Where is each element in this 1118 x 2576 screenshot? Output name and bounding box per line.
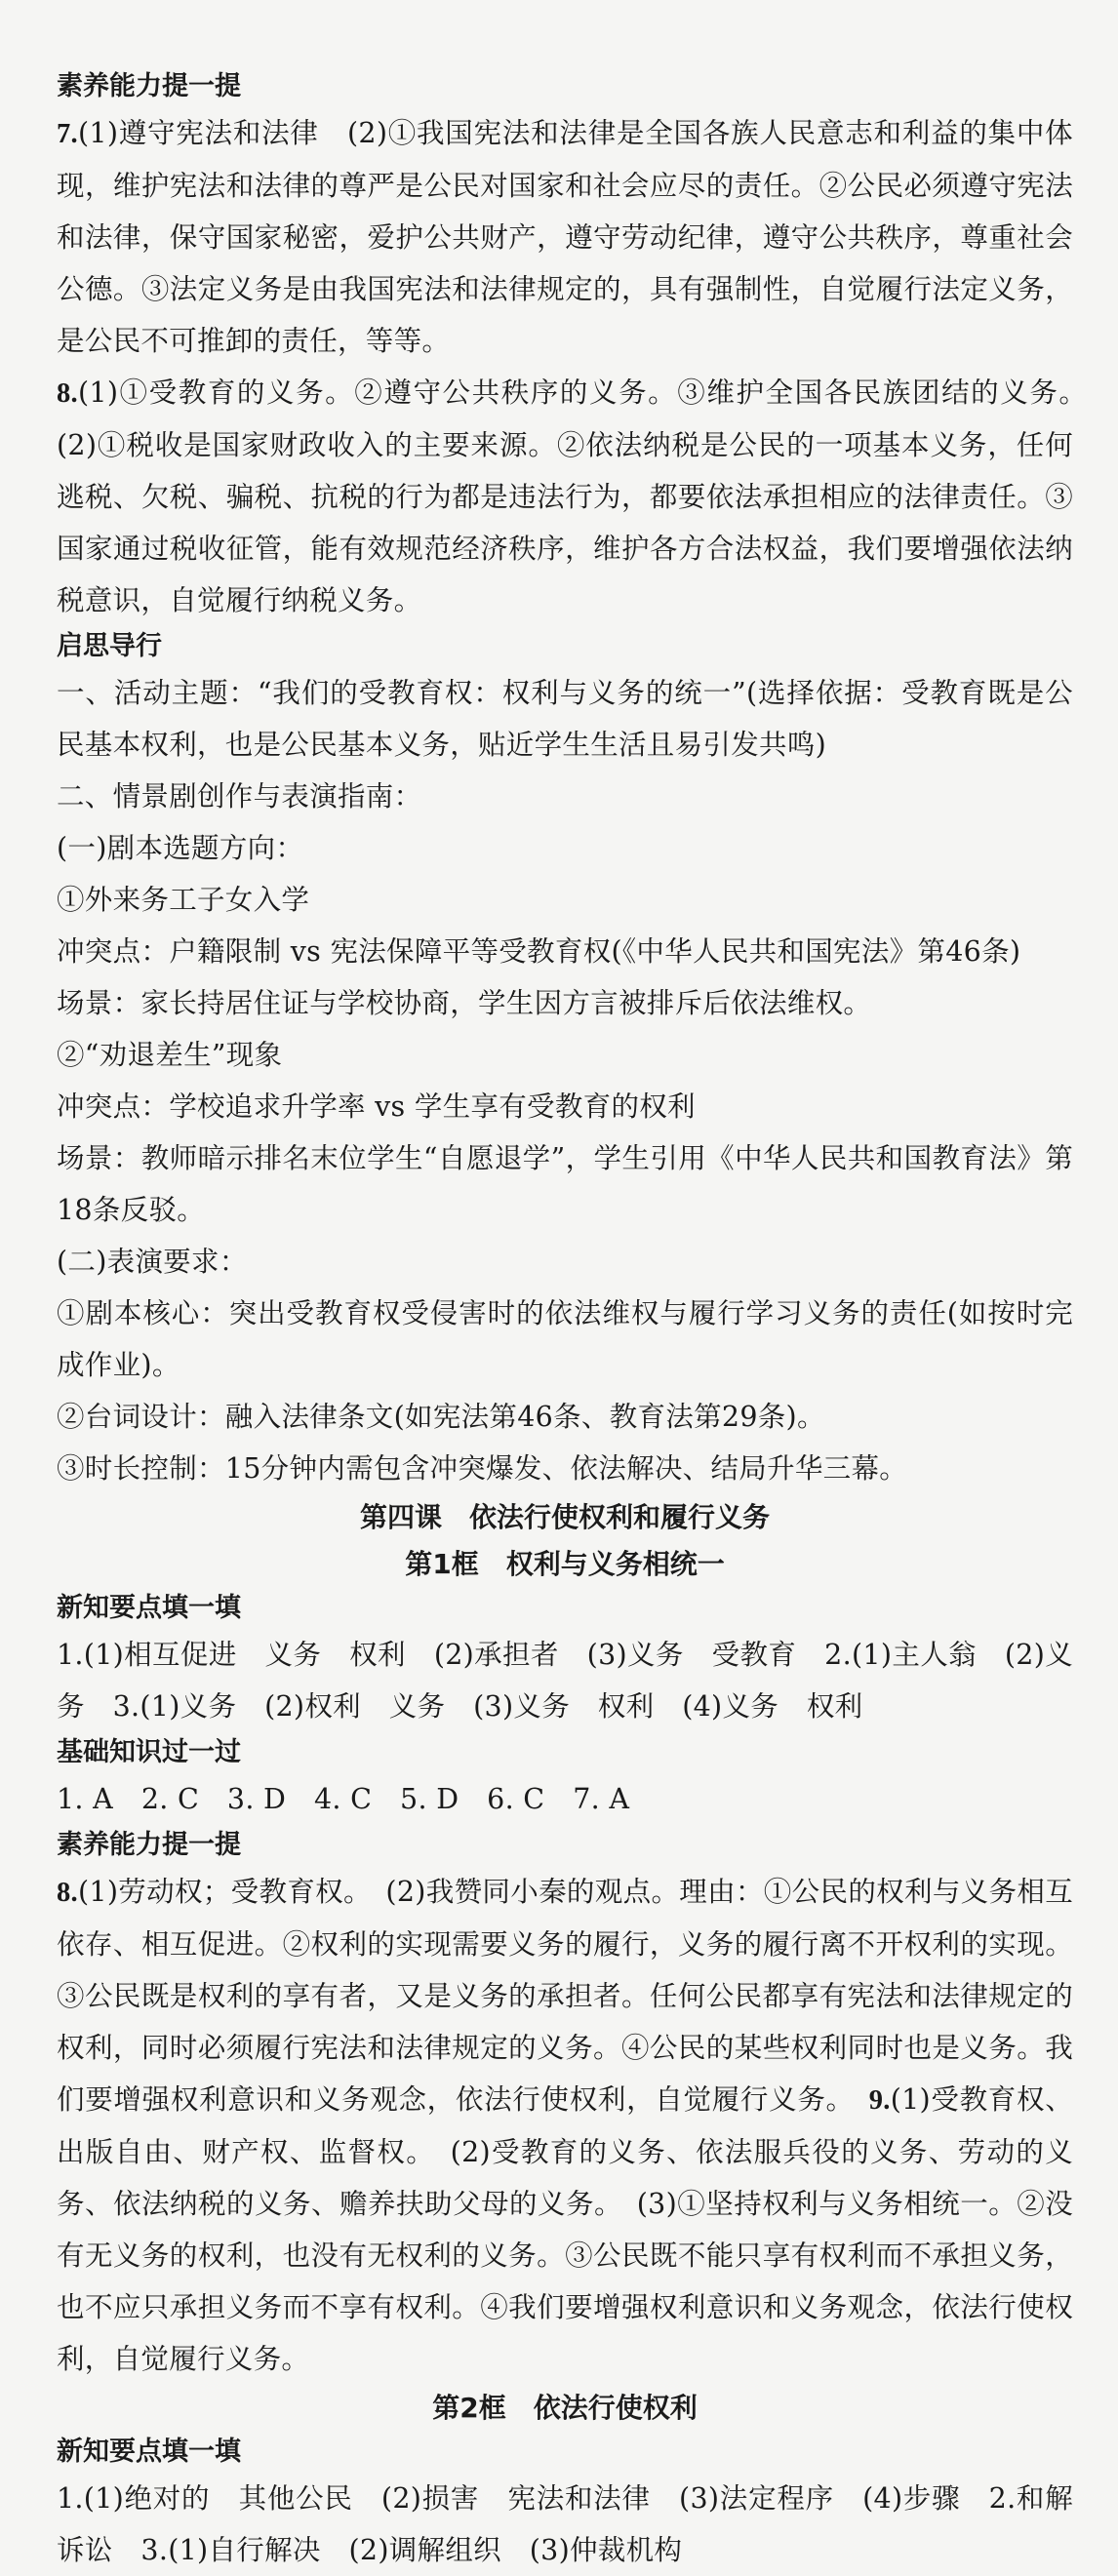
guide-line: 冲突点：户籍限制 vs 宪法保障平等受教育权(《中华人民共和国宪法》第46条) <box>57 935 1021 968</box>
answer-text: (1)遵守宪法和法律 (2)①我国宪法和法律是全国各族人民意志和利益的集中体现，维护宪法和法律的尊严是公民对国家和社会应尽的责任。②公民必须遵守宪法和法律，保守国家秘密，爱护公共财产，遵守劳动纪律，遵守公共秩序，尊重社会公德。③法定义务是由我国宪法和法律规定的，具有强制性，自觉履行法定义务，是公民不可推卸的责任，等等。 <box>57 117 1073 357</box>
item-number: 8. <box>57 1878 78 1908</box>
guide-line: (二)表演要求： <box>57 1246 248 1278</box>
guide-line: ②台词设计：融入法律条文(如宪法第46条、教育法第29条)。 <box>57 1401 825 1433</box>
answer-item-8-9 <box>57 1866 1073 2385</box>
answer-item-7 <box>57 107 1073 367</box>
fill-answers-frame-1: 1.(1)相互促进 义务 权利 (2)承担者 (3)义务 受教育 2.(1)主人翁 (2)义务 3.(1)义务 (2)权利 义务 (3)义务 权利 (4)义务 权利 <box>57 1639 1073 1723</box>
item-number: 7. <box>57 119 78 149</box>
section-heading-guide: 启思导行 <box>57 631 162 661</box>
basic-choice-answers: 1. A 2. C 3. D 4. C 5. D 6. C 7. A <box>57 1783 630 1815</box>
fill-answers-frame-2: 1.(1)绝对的 其他公民 (2)损害 宪法和法律 (3)法定程序 (4)步骤 2.和解 诉讼 3.(1)自行解决 (2)调解组织 (3)仲裁机构 <box>57 2482 1101 2566</box>
guide-line: (一)剧本选题方向： <box>57 832 304 864</box>
answer-item-8 <box>57 367 1101 626</box>
section-heading-literacy: 素养能力提一提 <box>57 71 241 101</box>
guide-block <box>57 667 1073 1494</box>
guide-line: ③时长控制：15分钟内需包含冲突爆发、依法解决、结局升华三幕。 <box>57 1452 908 1485</box>
frame-2-title: 第2框 依法行使权利 <box>432 2392 698 2424</box>
guide-line: 场景：教师暗示排名末位学生“自愿退学”，学生引用《中华人民共和国教育法》第18条反驳。 <box>57 1142 1073 1226</box>
answer-text: (1)劳动权；受教育权。 (2)我赞同小秦的观点。理由：①公民的权利与义务相互依存、相互促进。②权利的实现需要义务的履行，义务的履行离不开权利的实现。③公民既是权利的享有者，又是义务的承担者。任何公民都享有宪法和法律规定的权利，同时必须履行宪法和法律规定的义务。④公民的某些权利同时也是义务。我们要增强权利意识和义务观念，依法行使权利，自觉履行义务。 <box>57 1876 1073 2116</box>
item-number: 9. <box>868 2085 891 2116</box>
section-heading-basic: 基础知识过一过 <box>57 1737 241 1767</box>
section-heading-literacy-2: 素养能力提一提 <box>57 1830 241 1860</box>
guide-line: 场景：家长持居住证与学校协商，学生因方言被排斥后依法维权。 <box>57 987 872 1019</box>
lesson-title: 第四课 依法行使权利和履行义务 <box>359 1501 770 1533</box>
guide-line: 冲突点：学校追求升学率 vs 学生享有受教育的权利 <box>57 1090 696 1123</box>
answer-text: (1)受教育权、出版自由、财产权、监督权。 (2)受教育的义务、依法服兵役的义务、劳动的义务、依法纳税的义务、赡养扶助父母的义务。 (3)①坚持权利与义务相统一。②没有无义务的权利，也没有无权利的义务。③公民既不能只享有权利而不承担义务，也不应只承担义务而不享有权利。④我们要增强权利意识和义务观念，依法行使权利，自觉履行义务。 <box>57 2083 1073 2375</box>
guide-line: 二、情景剧创作与表演指南： <box>57 780 422 812</box>
guide-line: 一、活动主题：“我们的受教育权：权利与义务的统一”(选择依据：受教育既是公民基本权利，也是公民基本义务，贴近学生生活且易引发共鸣) <box>57 677 1073 761</box>
frame-1-title: 第1框 权利与义务相统一 <box>405 1548 725 1580</box>
guide-line: ②“劝退差生”现象 <box>57 1039 283 1071</box>
item-number: 8. <box>57 378 78 409</box>
answer-text: (1)①受教育的义务。②遵守公共秩序的义务。③维护全国各民族团结的义务。 (2)①税收是国家财政收入的主要来源。②依法纳税是公民的一项基本义务，任何逃税、欠税、骗税、抗税的行为都是违法行为，都要依法承担相应的法律责任。③国家通过税收征管，能有效规范经济秩序，维护各方合法权益，我们要增强依法纳税意识，自觉履行纳税义务。 <box>57 376 1101 616</box>
guide-line: ①外来务工子女入学 <box>57 884 310 916</box>
guide-line: ①剧本核心：突出受教育权受侵害时的依法维权与履行学习义务的责任(如按时完成作业)。 <box>57 1297 1073 1381</box>
section-heading-new-knowledge-2: 新知要点填一填 <box>57 2437 241 2467</box>
section-heading-new-knowledge: 新知要点填一填 <box>57 1593 241 1623</box>
